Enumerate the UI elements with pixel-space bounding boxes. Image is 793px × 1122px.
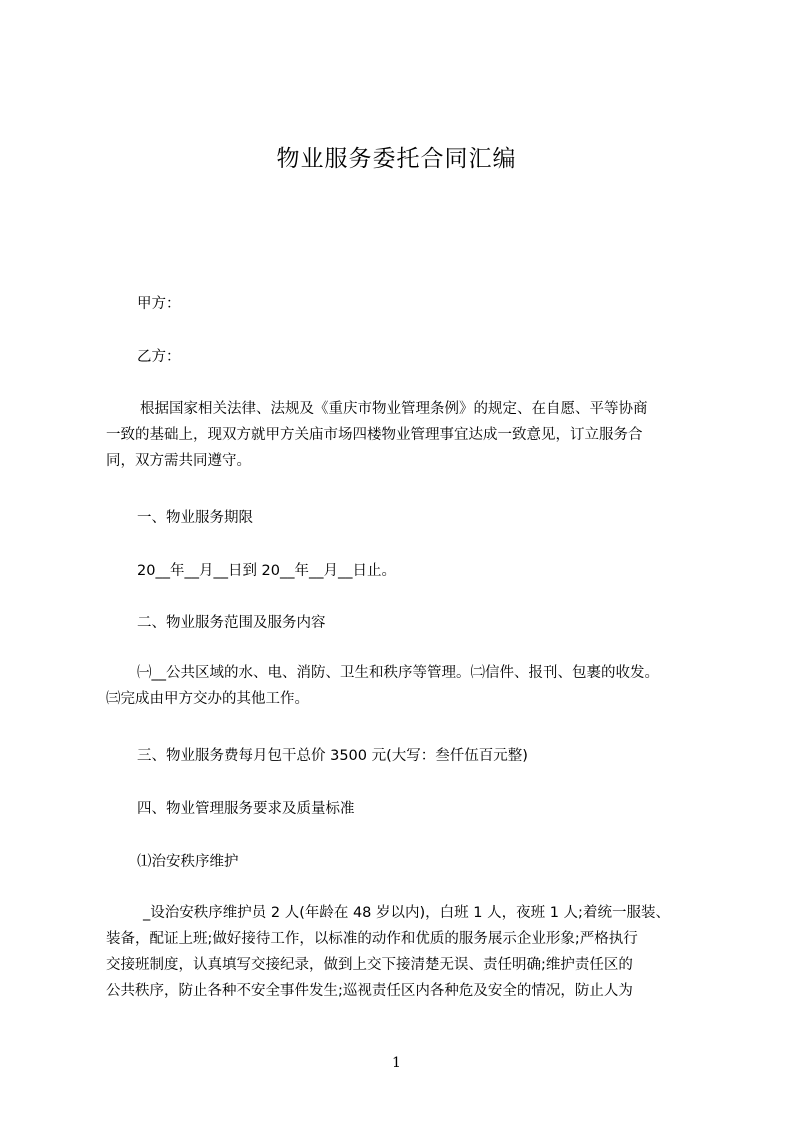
section2-content <box>106 660 726 712</box>
security-subheading: ⑴治安秩序维护 <box>137 854 239 870</box>
service-term: 20__年__月__日到 20__年__月__日止。 <box>137 563 397 579</box>
security-line: 交接班制度，认真填写交接纪录，做到上交下接清楚无误、责任明确;维护责任区的 <box>106 957 633 973</box>
security-line: 装备，配证上班;做好接待工作，以标准的动作和优质的服务展示企业形象;严格执行 <box>106 931 638 947</box>
page-number: 1 <box>392 1055 401 1071</box>
section2-line: ㈢完成由甲方交办的其他工作。 <box>106 691 309 707</box>
section3-heading: 三、物业服务费每月包干总价 3500 元(大写：叁仟伍百元整) <box>137 748 528 764</box>
intro-paragraph <box>106 396 700 474</box>
security-paragraph <box>106 900 700 1004</box>
document-title: 物业服务委托合同汇编 <box>276 146 517 172</box>
section4-heading: 四、物业管理服务要求及质量标准 <box>137 801 355 817</box>
section2-line: ㈠__公共区域的水、电、消防、卫生和秩序等管理。㈡信件、报刊、包裹的收发。 <box>137 665 659 681</box>
intro-line: 一致的基础上，现双方就甲方关庙市场四楼物业管理事宜达成一致意见，订立服务合 <box>106 427 643 443</box>
intro-line: 根据国家相关法律、法规及《重庆市物业管理条例》的规定、在自愿、平等协商 <box>140 401 648 417</box>
section1-heading: 一、物业服务期限 <box>137 510 253 526</box>
security-line: _设治安秩序维护员 2 人(年龄在 48 岁以内)，白班 1 人，夜班 1 人;着统一服装、 <box>143 905 670 921</box>
intro-line: 同，双方需共同遵守。 <box>106 453 251 469</box>
security-line: 公共秩序，防止各种不安全事件发生;巡视责任区内各种危及安全的情况，防止人为 <box>106 983 633 999</box>
section2-heading: 二、物业服务范围及服务内容 <box>137 615 326 631</box>
party-b-label: 乙方： <box>137 349 181 365</box>
party-a-label: 甲方： <box>137 296 181 312</box>
